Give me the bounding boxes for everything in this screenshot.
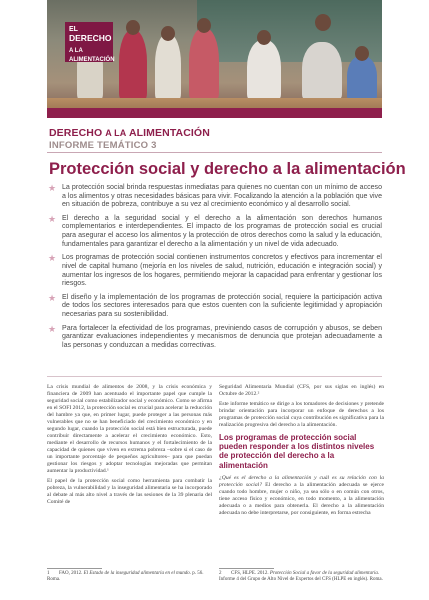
key-point <box>48 184 382 210</box>
photo-figure <box>247 40 281 100</box>
body-paragraph: Este informe temático se dirige a los tomadores de decisiones y pretende brindar orientación para incorporar un enfoque de derechos a los programas de protección social cuya contribución es significativa para la realización progresiva del derecho a la alimentación. <box>219 401 384 428</box>
photo-head <box>315 14 331 31</box>
key-point-text: Para fortalecer la efectividad de los programas, previniendo casos de corrupción y abusos, se deben garantizar evaluaciones independientes y mecanismos de denuncia que protejan adecuadamente a las personas y conduzcan a medidas correctivas. <box>62 324 382 349</box>
key-point-text: El derecho a la seguridad social y el derecho a la alimentación son derechos humanos complementarios e interdependientes. El impacto de los programas de protección social es crucial para asegurar el acceso los alimentos y la protección de otros derechos como la salud y la educación, fundamentales para garantizar el derecho a la alimentación y un nivel de vida adecuado. <box>62 214 382 248</box>
series-logo <box>65 22 113 62</box>
series-subtitle: INFORME TEMÁTICO 3 <box>49 140 157 151</box>
logo-line-3: A LA ALIMENTACIÓN <box>69 48 115 63</box>
star-icon: ★ <box>48 253 57 264</box>
key-point <box>48 325 382 351</box>
footnote-2 <box>219 571 384 583</box>
photo-figure <box>189 28 219 100</box>
body-paragraph: El papel de la protección social como herramienta para combatir la pobreza, la vulnerabilidad y la inseguridad alimentaria se ha incorporado al debate al más alto nivel a través de las sesiones de la 39 plenaria del Comité de <box>47 478 212 505</box>
footnote-title: Protección Social a favor de la seguridad alimentaria <box>269 571 378 576</box>
photo-figure <box>302 42 342 100</box>
footnote-title: El Estado de la inseguridad alimentaria en el mundo <box>83 571 190 576</box>
header-divider <box>47 152 382 153</box>
section-subheading: Los programas de protección social pueden responder a los distintos niveles de protección del derecho a la alimentación <box>219 433 375 470</box>
footnote-text: FAO, 2012. <box>59 571 84 576</box>
footnote-text: CFS, HLPE. 2012. <box>231 571 270 576</box>
footnote-number: 1 <box>47 571 50 576</box>
photo-head <box>355 46 369 61</box>
key-point-text: La protección social brinda respuestas inmediatas para quienes no cuentan con un mínimo de acceso a los alimentos y otras necesidades básicas para vivir. Focalizando la atención a la población que vive en situación de pobreza, contribuye a su vez al crecimiento económico y al desarrollo social. <box>62 184 382 209</box>
question-text: ¿Qué es el derecho a la alimentación y cuál es su relación con la protección social? <box>219 474 384 488</box>
photo-figure <box>155 34 181 100</box>
body-column-left <box>47 384 212 509</box>
star-icon: ★ <box>48 183 57 193</box>
photo-head <box>197 18 211 33</box>
logo-line-1: EL <box>69 26 78 33</box>
star-icon: ★ <box>48 323 57 334</box>
logo-line-2: DERECHO <box>69 33 112 43</box>
footnote-rule <box>219 568 274 569</box>
banner-band <box>47 108 382 118</box>
answer-text: El derecho a la alimentación adecuada se ejerce cuando todo hombre, mujer o niño, ya sea sólo o en común con otros, tiene acceso físico y económico, en todo momento, a la alimentación adecuada o a medios para obtenerla. El derecho a la alimentación adecuada no debe interpretarse, por consiguiente, en forma estrecha <box>219 481 384 516</box>
footnote-rule <box>47 568 102 569</box>
series-label <box>49 127 210 139</box>
key-point-text: Los programas de protección social contienen instrumentos concretos y efectivos para incrementar el nivel de capital humano (mejoría en los niveles de salud, nutrición, educación e integración social) y aumentar los ingresos de los hogares, permitiendo mejorar la capacidad para enfrentar y gestionar los riesgos. <box>62 254 382 288</box>
body-paragraph: La crisis mundial de alimentos de 2008, y la crisis económica y financiera de 2009 han acentuado el importante papel que cumple la seguridad social como estabilizador social y económico. Como se afirma en el SOFI 2012, la protección social es crucial para acelerar la reducción del hambre ya que, en primer lugar, puede proteger a las personas más vulnerables que no se han beneficiado del crecimiento económico y en segundo lugar, cuando la protección social está bien estructurada, puede contribuir directamente a acelerar el crecimiento económico. Esto, mediante el desarrollo de recursos humanos y el fortalecimiento de la capacidad de quienes que viven en extrema pobreza –sobre si el caso de un importante porcentaje de pequeños agricultores– para que puedan gestionar los riesgos y adoptar tecnologías mejoradas que permitan aumentar la productividad.¹ <box>47 384 212 474</box>
photo-head <box>161 26 175 41</box>
key-point <box>48 254 382 288</box>
series-label-a: DERECHO <box>49 127 103 139</box>
photo-figure <box>119 30 147 100</box>
star-icon: ★ <box>48 292 57 303</box>
footnote-1 <box>47 571 212 583</box>
footnote-text: . p. 56. Roma. <box>47 571 204 583</box>
star-icon: ★ <box>48 213 57 224</box>
key-points-list <box>48 184 382 356</box>
body-paragraph <box>219 475 384 517</box>
key-point <box>48 215 382 249</box>
photo-head <box>257 30 271 45</box>
key-point-text: El diseño y la implementación de los programas de protección social, requiere la participación activa de todos los sectores interesados para que estos cuenten con la suficiente legitimidad y apropiación necesarias para su sostenibilidad. <box>62 293 382 318</box>
footnote-number: 2 <box>219 571 222 576</box>
page-title: Protección social y derecho a la alimentación <box>49 160 406 178</box>
photo-figure <box>347 56 377 100</box>
body-column-right <box>219 384 384 520</box>
body-paragraph: Seguridad Alimentaria Mundial (CFS, por sus siglas en inglés) en Octubre de 2012.² <box>219 384 384 397</box>
section-divider <box>47 376 382 377</box>
footnote-text: . Informe 4 del Grupo de Alto Nivel de Expertos del CFS (HLPE en inglés). Roma. <box>219 571 383 583</box>
series-header <box>49 127 210 151</box>
series-label-b: ALIMENTACIÓN <box>128 127 210 139</box>
series-label-small: A LA <box>105 128 127 138</box>
photo-head <box>126 20 140 35</box>
key-point <box>48 294 382 320</box>
